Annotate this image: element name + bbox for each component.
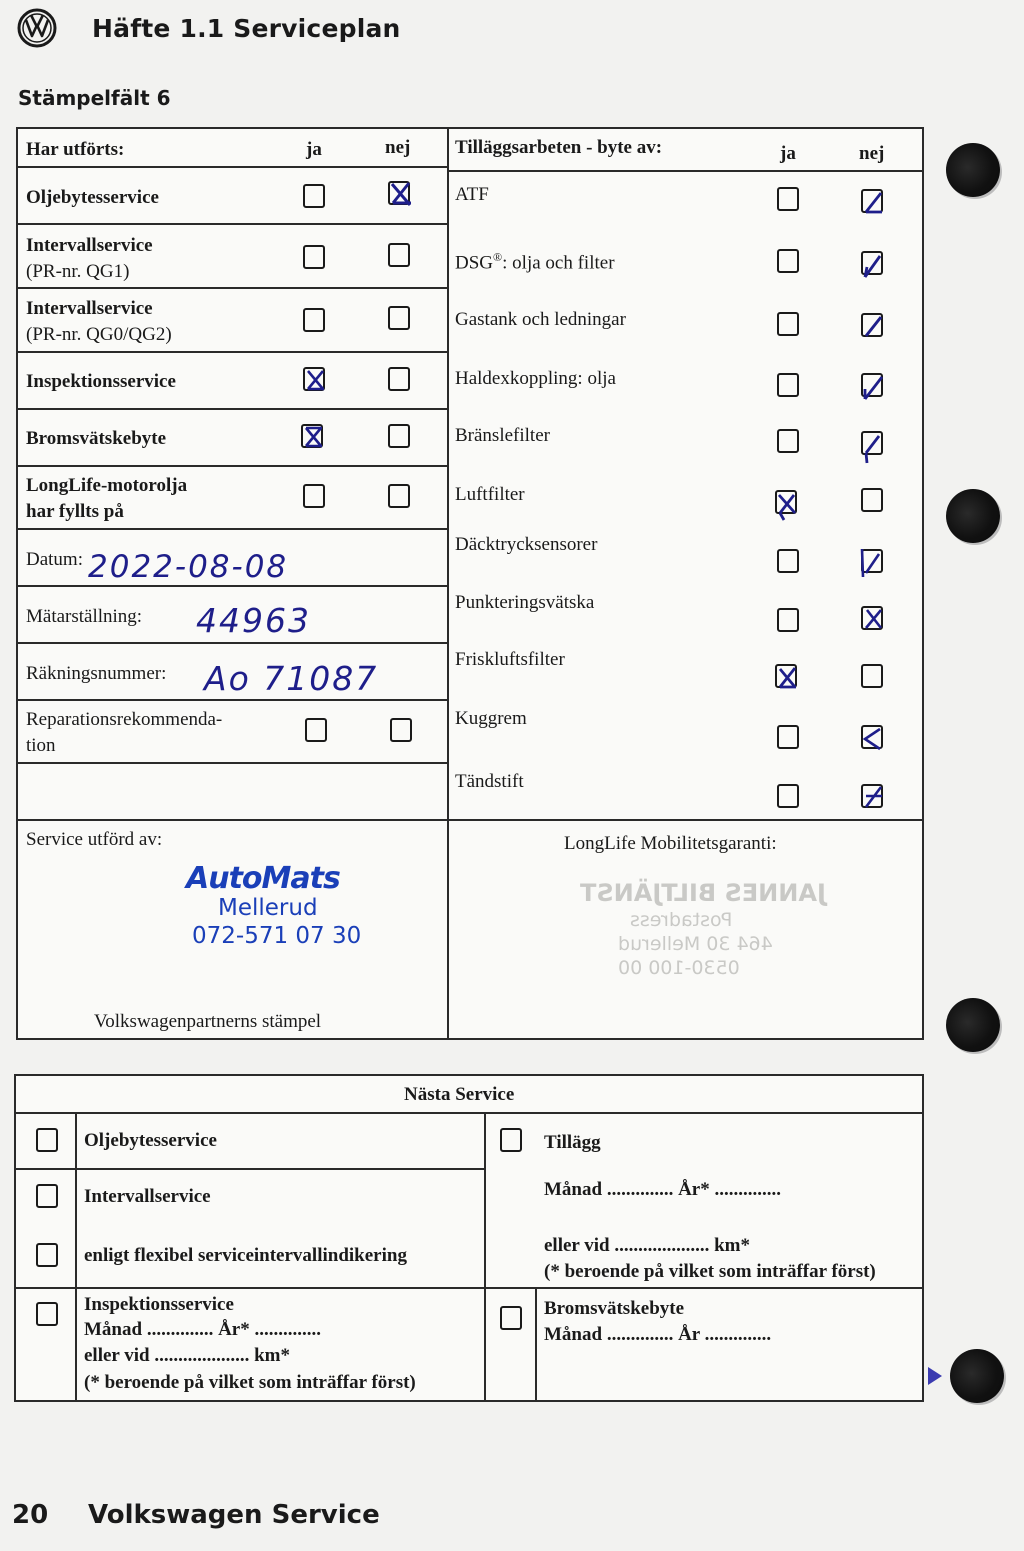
checkbox-tandstift-nej[interactable] <box>861 784 883 808</box>
row-dsg: DSG®: olja och filter <box>455 250 615 274</box>
checkbox-dacktryck-nej[interactable] <box>861 549 883 573</box>
row-dacktryck: Däcktrycksensorer <box>455 534 598 555</box>
next-service-table <box>14 1074 924 1402</box>
invoice-value[interactable]: Ao 71087 <box>204 659 379 698</box>
next-addon-note: (* beroende på vilket som inträffar först) <box>544 1261 876 1282</box>
checkbox-kuggrem-ja[interactable] <box>777 725 799 749</box>
checkbox-next-inspection[interactable] <box>36 1302 58 1326</box>
checkbox-next-brake[interactable] <box>500 1306 522 1330</box>
punch-hole <box>950 1349 1004 1403</box>
row-intervall-qg1-label2: (PR-nr. QG1) <box>26 261 130 282</box>
stamp-city: Mellerud <box>218 895 318 921</box>
checkbox-repair-ja[interactable] <box>305 718 327 742</box>
checkbox-haldex-nej[interactable] <box>861 373 883 397</box>
ghost-stamp-line: 0530-100 00 <box>618 957 740 979</box>
invoice-label: Räkningsnummer: <box>26 663 167 684</box>
checkbox-inspektion-nej[interactable] <box>388 367 410 391</box>
punch-hole <box>946 143 1000 197</box>
next-oil-label: Oljebytesservice <box>84 1130 217 1151</box>
next-inspection-km: eller vid .................... km* <box>84 1345 291 1366</box>
repair-label2: tion <box>26 735 56 756</box>
next-addon-month: Månad .............. År* .............. <box>544 1179 781 1200</box>
service-table <box>16 127 924 1040</box>
left-nej-heading: nej <box>385 137 411 158</box>
vw-logo-icon <box>17 8 57 48</box>
row-gastank: Gastank och ledningar <box>455 309 626 330</box>
row-punkterings: Punkteringsvätska <box>455 592 595 613</box>
next-inspection-month: Månad .............. År* .............. <box>84 1319 321 1340</box>
left-heading: Har utförts: <box>26 139 125 160</box>
row-friskluft: Friskluftsfilter <box>455 649 565 670</box>
checkbox-broms-ja[interactable] <box>301 424 323 448</box>
checkbox-dsg-nej[interactable] <box>861 251 883 275</box>
row-kuggrem: Kuggrem <box>455 708 527 729</box>
row-bromsvatskebyte: Bromsvätskebyte <box>26 428 167 449</box>
right-ja-heading: ja <box>780 143 796 164</box>
row-bransle: Bränslefilter <box>455 425 550 446</box>
next-flexible-label: enligt flexibel serviceintervallindikering <box>84 1245 407 1266</box>
checkbox-bransle-nej[interactable] <box>861 431 883 455</box>
tab-arrow-icon <box>928 1367 942 1385</box>
checkbox-next-addon[interactable] <box>500 1128 522 1152</box>
right-heading: Tilläggsarbeten - byte av: <box>455 137 663 158</box>
row-intervall-qg0-label2: (PR-nr. QG0/QG2) <box>26 324 172 345</box>
next-service-title: Nästa Service <box>404 1084 515 1105</box>
row-oljebytesservice: Oljebytesservice <box>26 187 159 208</box>
stamp-name: AutoMats <box>186 861 340 896</box>
next-interval-label: Intervallservice <box>84 1186 211 1207</box>
next-inspection-note: (* beroende på vilket som inträffar först) <box>84 1372 416 1393</box>
checkbox-oljebyte-ja[interactable] <box>303 184 325 208</box>
repair-label1: Reparationsrekommenda- <box>26 709 223 730</box>
checkbox-haldex-ja[interactable] <box>777 373 799 397</box>
footer-title: Volkswagen Service <box>88 1500 380 1530</box>
checkbox-intervall-qg1-ja[interactable] <box>303 245 325 269</box>
date-label: Datum: <box>26 549 83 570</box>
ghost-stamp-line: 464 30 Mellerud <box>618 933 773 955</box>
checkbox-luftfilter-nej[interactable] <box>861 488 883 512</box>
checkbox-oljebyte-nej[interactable] <box>388 181 410 205</box>
row-inspektionsservice: Inspektionsservice <box>26 371 176 392</box>
checkbox-bransle-ja[interactable] <box>777 429 799 453</box>
row-atf: ATF <box>455 184 489 205</box>
punch-hole <box>946 489 1000 543</box>
next-brake-month: Månad .............. År .............. <box>544 1324 772 1345</box>
checkbox-intervall-qg0-ja[interactable] <box>303 308 325 332</box>
stamp-field-label: Stämpelfält 6 <box>18 86 171 110</box>
checkbox-intervall-qg1-nej[interactable] <box>388 243 410 267</box>
right-nej-heading: nej <box>859 143 885 164</box>
checkbox-repair-nej[interactable] <box>390 718 412 742</box>
date-value[interactable]: 2022-08-08 <box>88 549 289 585</box>
stamp-phone: 072-571 07 30 <box>192 923 362 949</box>
row-luftfilter: Luftfilter <box>455 484 525 505</box>
checkbox-friskluft-nej[interactable] <box>861 664 883 688</box>
punch-hole <box>946 998 1000 1052</box>
checkbox-atf-ja[interactable] <box>777 187 799 211</box>
checkbox-longlife-ja[interactable] <box>303 484 325 508</box>
next-brake-label: Bromsvätskebyte <box>544 1298 685 1319</box>
checkbox-next-flexible[interactable] <box>36 1243 58 1267</box>
row-haldex: Haldexkoppling: olja <box>455 368 616 389</box>
checkbox-next-interval[interactable] <box>36 1184 58 1208</box>
row-longlife-label1: LongLife-motorolja <box>26 475 188 496</box>
left-ja-heading: ja <box>306 139 322 160</box>
checkbox-inspektion-ja[interactable] <box>303 367 325 391</box>
checkbox-tandstift-ja[interactable] <box>777 784 799 808</box>
checkbox-kuggrem-nej[interactable] <box>861 725 883 749</box>
ghost-stamp-line: JANNES BILTJÄNST <box>580 879 826 907</box>
checkbox-friskluft-ja[interactable] <box>775 664 797 688</box>
partner-stamp-label: Volkswagenpartnerns stämpel <box>94 1011 322 1032</box>
checkbox-next-oil[interactable] <box>36 1128 58 1152</box>
checkbox-intervall-qg0-nej[interactable] <box>388 306 410 330</box>
checkbox-punkterings-nej[interactable] <box>861 606 883 630</box>
checkbox-luftfilter-ja[interactable] <box>775 490 797 514</box>
row-intervall-qg1-label1: Intervallservice <box>26 235 153 256</box>
row-longlife-label2: har fyllts på <box>26 501 124 522</box>
checkbox-punkterings-ja[interactable] <box>777 608 799 632</box>
ghost-stamp-line: Postadress <box>630 909 733 931</box>
next-addon-label: Tillägg <box>544 1132 601 1153</box>
checkbox-dacktryck-ja[interactable] <box>777 549 799 573</box>
page-number: 20 <box>12 1500 49 1530</box>
checkbox-gastank-ja[interactable] <box>777 312 799 336</box>
odometer-label: Mätarställning: <box>26 606 143 627</box>
next-inspection-label: Inspektionsservice <box>84 1294 234 1315</box>
page-title: Häfte 1.1 Serviceplan <box>92 14 401 43</box>
row-intervall-qg0-label1: Intervallservice <box>26 298 153 319</box>
row-tandstift: Tändstift <box>455 771 524 792</box>
service-by-label: Service utförd av: <box>26 829 163 850</box>
odometer-value[interactable]: 44963 <box>196 601 311 640</box>
checkbox-atf-nej[interactable] <box>861 189 883 213</box>
checkbox-gastank-nej[interactable] <box>861 313 883 337</box>
mobility-label: LongLife Mobilitetsgaranti: <box>564 833 777 854</box>
checkbox-broms-nej[interactable] <box>388 424 410 448</box>
checkbox-dsg-ja[interactable] <box>777 249 799 273</box>
checkbox-longlife-nej[interactable] <box>388 484 410 508</box>
next-addon-km: eller vid .................... km* <box>544 1235 751 1256</box>
